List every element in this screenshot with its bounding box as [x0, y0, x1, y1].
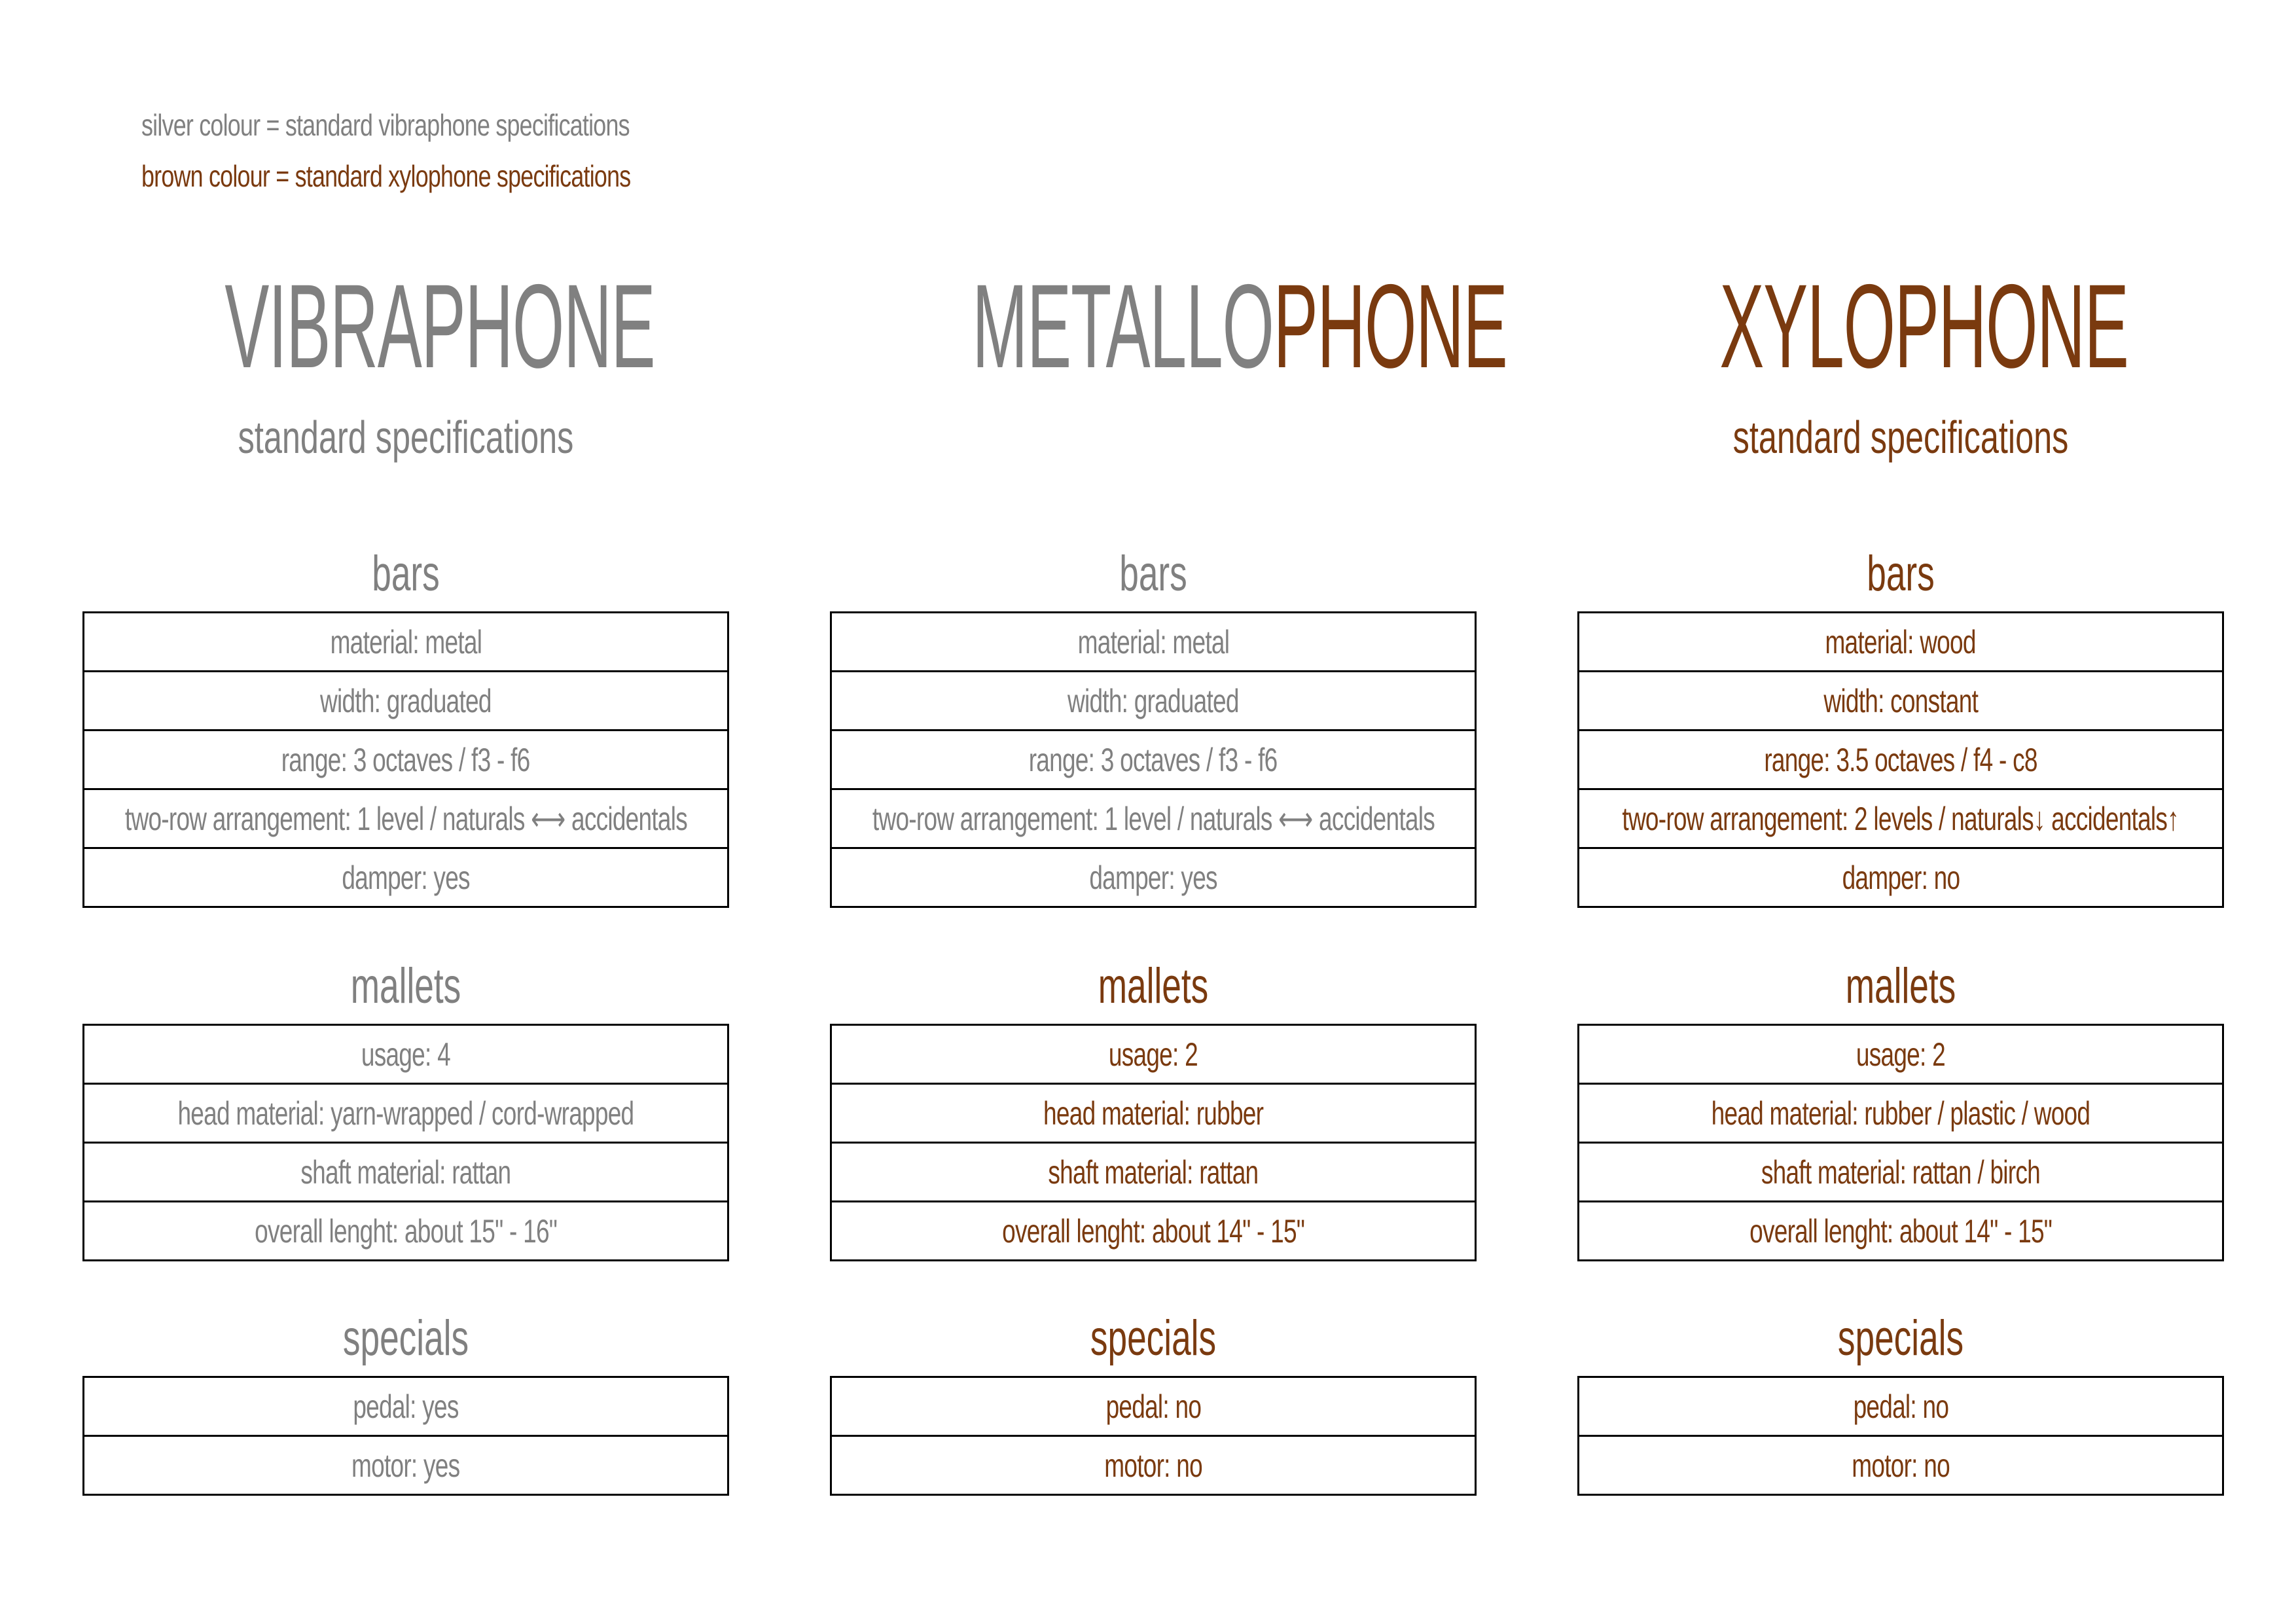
table-row: shaft material: rattan: [84, 1144, 727, 1202]
table-row: head material: yarn-wrapped / cord-wrapped: [84, 1085, 727, 1144]
metallophone-specials-table: [830, 1376, 1477, 1496]
table-row: overall lenght: about 14" - 15": [1749, 1212, 2053, 1250]
metallophone-mallets-table: [830, 1024, 1477, 1261]
xylophone-bars-table: [1577, 611, 2224, 908]
metallophone-bars-heading: bars: [1119, 546, 1187, 602]
xylophone-title: XYLOPHONE: [1719, 259, 2128, 393]
table-row: pedal: no: [832, 1378, 1475, 1437]
xylophone-mallets-heading: mallets: [1845, 958, 1956, 1014]
table-row: range: 3 octaves / f3 - f6: [832, 731, 1475, 790]
xylophone-subtitle: standard specifications: [1732, 412, 2069, 463]
table-row: material: metal: [832, 613, 1475, 672]
table-row: overall lenght: about 14" - 15": [1001, 1212, 1305, 1250]
table-row: motor: yes: [351, 1447, 460, 1484]
metallophone-title: [972, 259, 1507, 393]
metallophone-mallets-heading: mallets: [1098, 958, 1209, 1014]
legend: [141, 99, 768, 202]
table-row: damper: yes: [342, 859, 470, 896]
vibraphone-mallets-heading: mallets: [350, 958, 461, 1014]
table-row: overall lenght: about 15" - 16": [254, 1212, 558, 1250]
table-row: width: graduated: [832, 672, 1475, 731]
table-row: motor: no: [1104, 1447, 1202, 1484]
xylophone-bars-heading: bars: [1867, 546, 1935, 602]
legend-silver-line: silver colour = standard vibraphone specifications: [141, 108, 630, 142]
table-row: width: graduated: [84, 672, 727, 731]
table-row: damper: no: [1842, 859, 1960, 896]
table-row: damper: yes: [1089, 859, 1217, 896]
table-row: pedal: yes: [84, 1378, 727, 1437]
table-row: material: wood: [1579, 613, 2222, 672]
table-row: width: constant: [1579, 672, 2222, 731]
table-row: head material: rubber: [832, 1085, 1475, 1144]
table-row: usage: 2: [832, 1026, 1475, 1085]
table-row: two-row arrangement: 1 level / naturals ⟷ accidentals: [832, 790, 1475, 849]
table-row: shaft material: rattan: [832, 1144, 1475, 1202]
vibraphone-subtitle: standard specifications: [238, 412, 574, 463]
table-row: range: 3.5 octaves / f4 - c8: [1579, 731, 2222, 790]
table-row: usage: 2: [1579, 1026, 2222, 1085]
vibraphone-bars-heading: bars: [372, 546, 440, 602]
vibraphone-specials-table: [82, 1376, 729, 1496]
xylophone-specials-table: [1577, 1376, 2224, 1496]
xylophone-mallets-table: [1577, 1024, 2224, 1261]
table-row: range: 3 octaves / f3 - f6: [84, 731, 727, 790]
table-row: usage: 4: [84, 1026, 727, 1085]
vibraphone-title: VIBRAPHONE: [224, 259, 655, 393]
table-row: pedal: no: [1579, 1378, 2222, 1437]
table-row: two-row arrangement: 1 level / naturals ⟷ accidentals: [84, 790, 727, 849]
table-row: shaft material: rattan / birch: [1579, 1144, 2222, 1202]
table-row: motor: no: [1852, 1447, 1950, 1484]
table-row: head material: rubber / plastic / wood: [1579, 1085, 2222, 1144]
table-row: two-row arrangement: 2 levels / naturals↓ accidentals↑: [1579, 790, 2222, 849]
vibraphone-bars-table: [82, 611, 729, 908]
metallophone-title-phone: PHONE: [1273, 259, 1507, 393]
table-row: material: metal: [84, 613, 727, 672]
vibraphone-specials-heading: specials: [342, 1310, 469, 1366]
xylophone-specials-heading: specials: [1837, 1310, 1964, 1366]
metallophone-specials-heading: specials: [1090, 1310, 1217, 1366]
vibraphone-mallets-table: [82, 1024, 729, 1261]
metallophone-title-metallo: METALLO: [972, 259, 1274, 393]
metallophone-bars-table: [830, 611, 1477, 908]
legend-brown-line: brown colour = standard xylophone specifications: [141, 159, 631, 193]
